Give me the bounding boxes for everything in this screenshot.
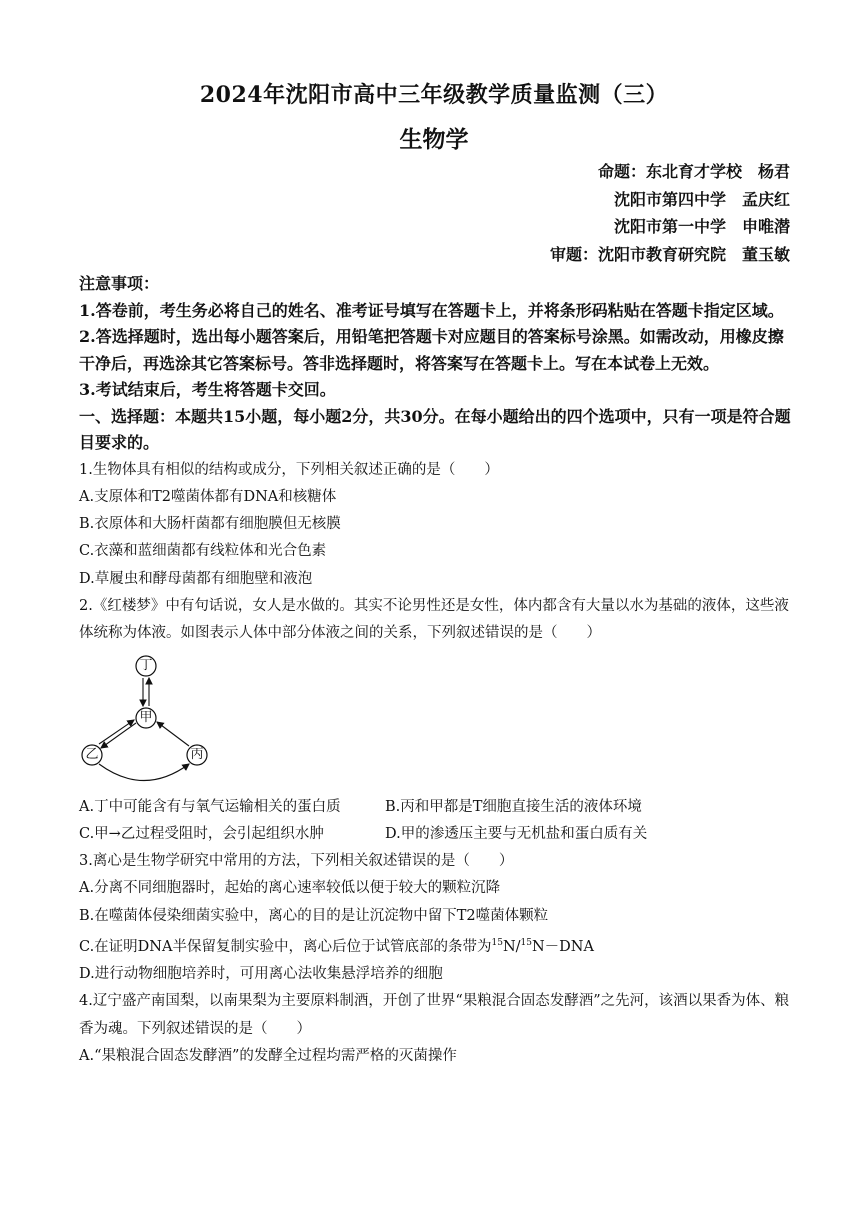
diagram-node-ding: 丁: [139, 657, 153, 673]
section-heading: 一、选择题：本题共15小题，每小题2分，共30分。在每小题给出的四个选项中，只有一项是符合题目要求的。: [79, 406, 791, 452]
diagram-node-yi: 乙: [85, 746, 99, 762]
option-text: N－DNA: [531, 938, 594, 955]
question-option: D.进行动物细胞培养时，可用离心法收集悬浮培养的细胞: [79, 966, 443, 983]
option-text: C.在证明DNA半保留复制实验中，离心后位于试管底部的条带为: [79, 938, 492, 955]
notice-heading: 注意事项：: [79, 274, 160, 293]
question-stem: 4.辽宁盛产南国梨，以南果梨为主要原料制酒，开创了世界“果粮混合固态发酵酒”之先河，该酒以果香为体、粮香为魂。下列叙述错误的是（ ）: [79, 993, 790, 1037]
question-option: C.衣藻和蓝细菌都有线粒体和光合色素: [79, 543, 327, 560]
question-option: B.丙和甲都是T细胞直接生活的液体环境: [385, 798, 642, 815]
credit-line: 审题：沈阳市教育研究院 董玉敏: [549, 244, 790, 264]
question-option: A.“果粮混合固态发酵酒”的发酵全过程均需严格的灭菌操作: [79, 1048, 457, 1065]
exam-title: 2024年沈阳市高中三年级教学质量监测（三）: [199, 82, 669, 108]
diagram-arrows: [79, 652, 239, 792]
exam-body: [79, 271, 791, 1070]
question-stem: 1.生物体具有相似的结构或成分，下列相关叙述正确的是（ ）: [79, 461, 499, 478]
option-text: N/: [502, 938, 521, 955]
isotope-superscript: 15: [491, 938, 503, 949]
credit-line: 沈阳市第四中学 孟庆红: [613, 189, 790, 209]
question-option: D.草履虫和酵母菌都有细胞壁和液泡: [79, 570, 313, 587]
notice-item: 2.答选择题时，选出每小题答案后，用铅笔把答题卡对应题目的答案标号涂黑。如需改动，用橡皮擦干净后，再选涂其它答案标号。答非选择题时，将答案写在答题卡上。写在本试卷上无效。: [79, 327, 784, 373]
question-option-c: [79, 930, 791, 961]
question-stem: 3.离心是生物学研究中常用的方法，下列相关叙述错误的是（ ）: [79, 853, 514, 870]
credits-block: [550, 158, 790, 268]
notice-item: 1.答卷前，考生务必将自己的姓名、准考证号填写在答题卡上，并将条形码粘贴在答题卡指定区域。: [79, 300, 784, 320]
question-option: C.甲→乙过程受阻时，会引起组织水肿: [79, 825, 324, 842]
diagram-node-bing: 丙: [190, 746, 204, 762]
question-option: A.支原体和T2噬菌体都有DNA和核糖体: [79, 488, 337, 505]
question-option: B.衣原体和大肠杆菌都有细胞膜但无核膜: [79, 516, 341, 533]
credit-line: 命题：东北育才学校 杨君: [597, 162, 790, 181]
question-option: B.在噬菌体侵染细菌实验中，离心的目的是让沉淀物中留下T2噬菌体颗粒: [79, 907, 549, 924]
notice-item: 3.考试结束后，考生将答题卡交回。: [79, 380, 336, 399]
isotope-superscript: 15: [520, 938, 532, 949]
question-option: A.分离不同细胞器时，起始的离心速率较低以便于较大的颗粒沉降: [79, 880, 501, 897]
question-stem: 2.《红楼梦》中有句话说，女人是水做的。其实不论男性还是女性，体内都含有大量以水为基础的液体，这些液体统称为体液。如图表示人体中部分体液之间的关系，下列叙述错误的是（ ）: [79, 597, 789, 642]
credit-line: 沈阳市第一中学 申唯潜: [613, 217, 790, 236]
diagram-node-jia: 甲: [139, 709, 153, 725]
option-row: [79, 821, 791, 848]
question-option: A.丁中可能含有与氧气运输相关的蛋白质: [79, 798, 341, 815]
exam-subject: 生物学: [399, 126, 469, 153]
option-row: [79, 794, 791, 821]
question-option: D.甲的渗透压主要与无机盐和蛋白质有关: [385, 825, 648, 842]
body-fluid-diagram: [79, 652, 239, 792]
